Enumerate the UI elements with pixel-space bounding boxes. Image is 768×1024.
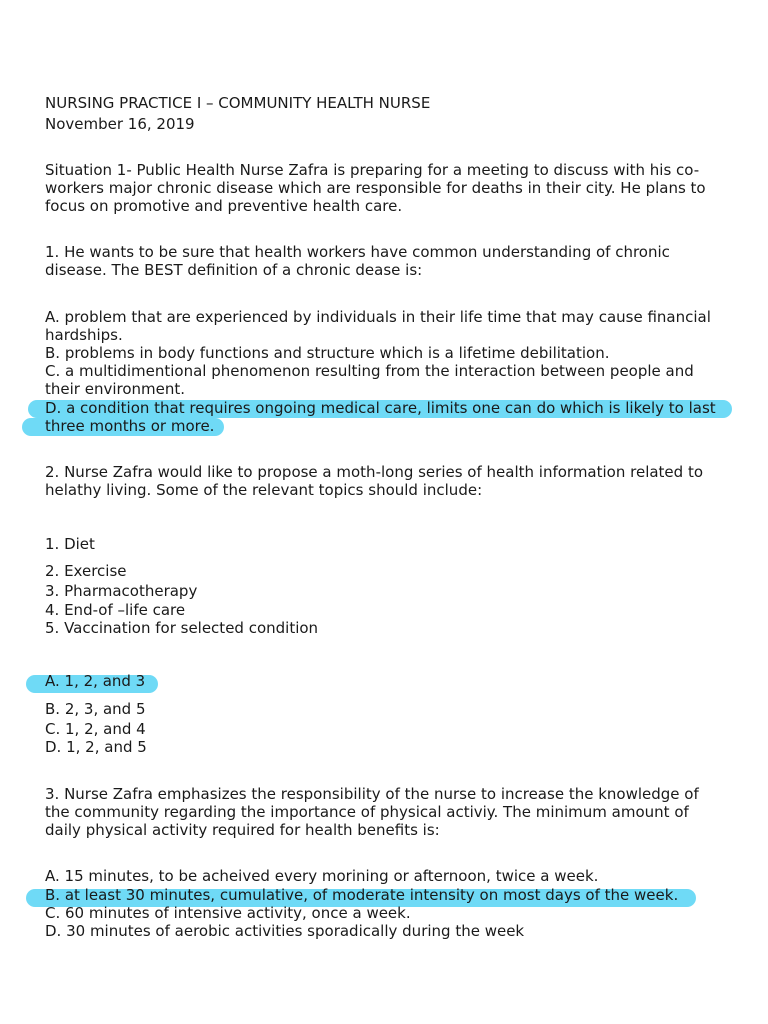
question-1-option: C. a multidimentional phenomenon resulting from the interaction between people and: [45, 362, 694, 380]
question-1-option: hardships.: [45, 326, 123, 344]
question-1-stem: disease. The BEST definition of a chronic dease is:: [45, 261, 423, 279]
question-2-stem: 2. Nurse Zafra would like to propose a moth-long series of health information related to: [45, 463, 704, 481]
question-1-option: their environment.: [45, 380, 186, 398]
situation-line: workers major chronic disease which are responsible for deaths in their city. He plans to: [45, 179, 706, 197]
question-3-stem: the community regarding the importance of physical activiy. The minimum amount of: [45, 803, 689, 821]
question-3-option: C. 60 minutes of intensive activity, once a week.: [45, 904, 411, 922]
question-2-answer: A. 1, 2, and 3: [45, 672, 146, 690]
question-2-topic: 4. End-of –life care: [45, 601, 186, 619]
document-title: NURSING PRACTICE I – COMMUNITY HEALTH NURSE: [45, 94, 431, 112]
question-1-option: A. problem that are experienced by individuals in their life time that may cause financial: [45, 308, 711, 326]
question-1-stem: 1. He wants to be sure that health workers have common understanding of chronic: [45, 243, 670, 261]
question-3-stem: daily physical activity required for health benefits is:: [45, 821, 440, 839]
question-2-topic: 1. Diet: [45, 535, 95, 553]
question-2-topic: 3. Pharmacotherapy: [45, 582, 198, 600]
situation-line: focus on promotive and preventive health care.: [45, 197, 403, 215]
question-3-stem: 3. Nurse Zafra emphasizes the responsibility of the nurse to increase the knowledge of: [45, 785, 699, 803]
question-3-option: A. 15 minutes, to be acheived every morining or afternoon, twice a week.: [45, 867, 599, 885]
question-3-answer: B. at least 30 minutes, cumulative, of moderate intensity on most days of the week.: [45, 886, 679, 904]
situation-line: Situation 1- Public Health Nurse Zafra is preparing for a meeting to discuss with his co-: [45, 161, 700, 179]
document-date: November 16, 2019: [45, 115, 195, 133]
question-2-option: B. 2, 3, and 5: [45, 700, 146, 718]
question-2-stem: helathy living. Some of the relevant topics should include:: [45, 481, 483, 499]
question-1-answer: three months or more.: [45, 417, 215, 435]
question-1-option: B. problems in body functions and structure which is a lifetime debilitation.: [45, 344, 610, 362]
question-2-option: D. 1, 2, and 5: [45, 738, 147, 756]
question-2-topic: 2. Exercise: [45, 562, 127, 580]
question-1-answer: D. a condition that requires ongoing medical care, limits one can do which is likely to last: [45, 399, 716, 417]
question-2-option: C. 1, 2, and 4: [45, 720, 146, 738]
question-3-option: D. 30 minutes of aerobic activities sporadically during the week: [45, 922, 525, 940]
question-2-topic: 5. Vaccination for selected condition: [45, 619, 319, 637]
